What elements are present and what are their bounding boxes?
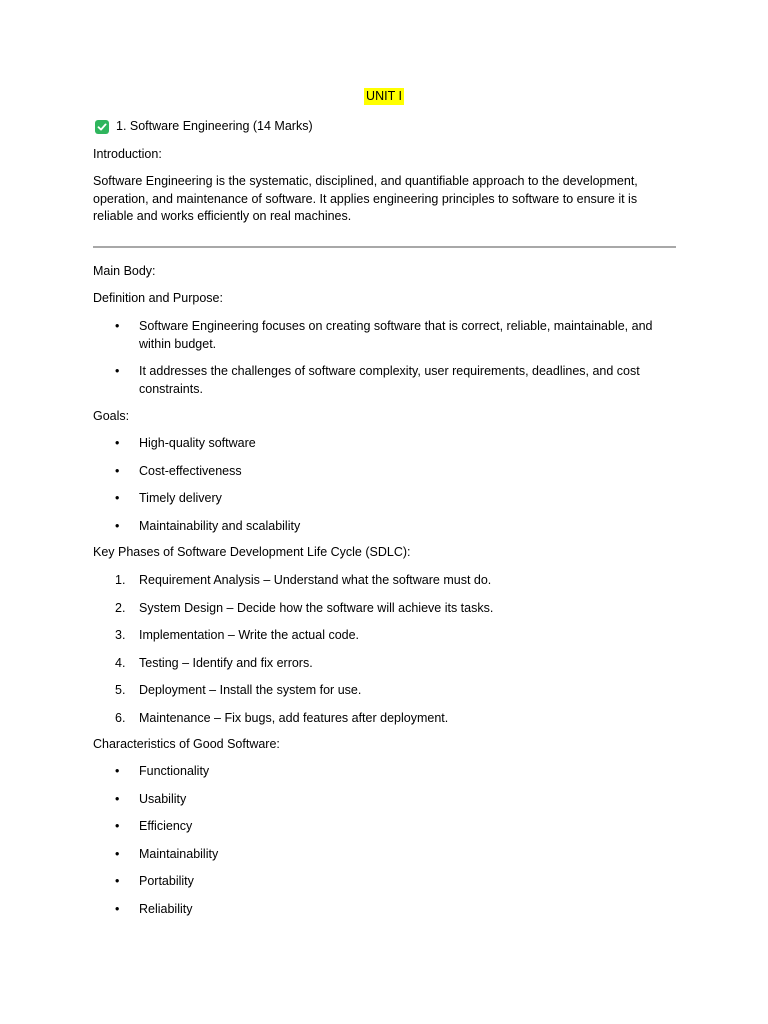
- list-item: [93, 363, 678, 398]
- bullet-icon: •: [115, 319, 120, 333]
- list-item-text: Testing – Identify and fix errors.: [139, 655, 313, 670]
- list-item: [93, 318, 678, 353]
- unit-title: UNIT I: [366, 89, 402, 103]
- list-number: 2.: [115, 600, 126, 615]
- list-item-text: Portability: [139, 874, 194, 888]
- list-item-text: Maintenance – Fix bugs, add features after deployment.: [139, 710, 449, 725]
- list-number: 5.: [115, 683, 126, 697]
- list-item: [93, 600, 678, 618]
- goals-label: Goals:: [93, 409, 130, 423]
- list-item-text: Functionality: [139, 764, 210, 778]
- list-item: [93, 435, 678, 453]
- list-item-text: Cost-effectiveness: [139, 463, 242, 478]
- bullet-icon: •: [115, 901, 120, 916]
- list-item-text: Deployment – Install the system for use.: [139, 683, 362, 697]
- list-item-text: High-quality software: [139, 436, 256, 450]
- list-item-text: Requirement Analysis – Understand what the software must do.: [139, 573, 492, 587]
- list-item: [93, 763, 678, 781]
- list-item-text: System Design – Decide how the software will achieve its tasks.: [139, 600, 494, 615]
- list-item-text: Maintainability and scalability: [139, 518, 301, 533]
- list-item: [93, 873, 678, 891]
- list-item: [93, 682, 678, 700]
- bullet-icon: •: [115, 819, 120, 833]
- section-heading: [95, 118, 313, 135]
- introduction-text: Software Engineering is the systematic, disciplined, and quantifiable approach to the development, operation, and maintenance of software. It applies engineering principles to software to ensure it is reliable and works efficiently on real machines.: [93, 174, 638, 223]
- heading-text: 1. Software Engineering (14 Marks): [116, 119, 313, 133]
- list-number: 4.: [115, 655, 126, 670]
- list-item: [93, 572, 678, 590]
- list-item: [93, 627, 678, 645]
- bullet-icon: •: [115, 518, 120, 533]
- list-item: [93, 791, 678, 809]
- definition-list: [93, 318, 678, 398]
- list-item: [93, 518, 678, 536]
- list-item-text: Reliability: [139, 901, 193, 916]
- bullet-icon: •: [115, 764, 120, 778]
- bullet-icon: •: [115, 364, 120, 378]
- title-wrapper: [0, 88, 768, 105]
- introduction-label: Introduction:: [93, 147, 162, 161]
- bullet-icon: •: [115, 436, 120, 450]
- characteristics-list: [93, 763, 678, 918]
- list-item: [93, 710, 678, 728]
- main-body-label: Main Body:: [93, 264, 156, 278]
- check-mark-icon: [95, 120, 109, 134]
- list-item: [93, 463, 678, 481]
- list-item: [93, 846, 678, 864]
- list-item: [93, 655, 678, 673]
- list-number: 3.: [115, 628, 126, 642]
- check-mark-glyph: [97, 122, 107, 132]
- list-number: 6.: [115, 710, 126, 725]
- horizontal-divider: [93, 246, 676, 248]
- characteristics-label: Characteristics of Good Software:: [93, 737, 280, 751]
- list-number: 1.: [115, 573, 126, 587]
- bullet-icon: •: [115, 791, 120, 806]
- list-item-text: Usability: [139, 791, 187, 806]
- list-item-text: Implementation – Write the actual code.: [139, 628, 360, 642]
- bullet-icon: •: [115, 874, 120, 888]
- sdlc-label: Key Phases of Software Development Life Cycle (SDLC):: [93, 545, 411, 559]
- list-item-text: Timely delivery: [139, 491, 222, 505]
- bullet-icon: •: [115, 491, 120, 505]
- list-item-text: Maintainability: [139, 846, 219, 861]
- list-item-text: It addresses the challenges of software complexity, user requirements, deadlines, and cost constraints.: [139, 364, 640, 396]
- goals-list: [93, 435, 678, 535]
- definition-label: Definition and Purpose:: [93, 291, 223, 305]
- list-item-text: Efficiency: [139, 819, 193, 833]
- list-item: [93, 490, 678, 508]
- list-item: [93, 901, 678, 919]
- bullet-icon: •: [115, 463, 120, 478]
- list-item-text: Software Engineering focuses on creating software that is correct, reliable, maintainable, and within budget.: [139, 319, 653, 351]
- sdlc-list: [93, 572, 678, 727]
- bullet-icon: •: [115, 846, 120, 861]
- list-item: [93, 818, 678, 836]
